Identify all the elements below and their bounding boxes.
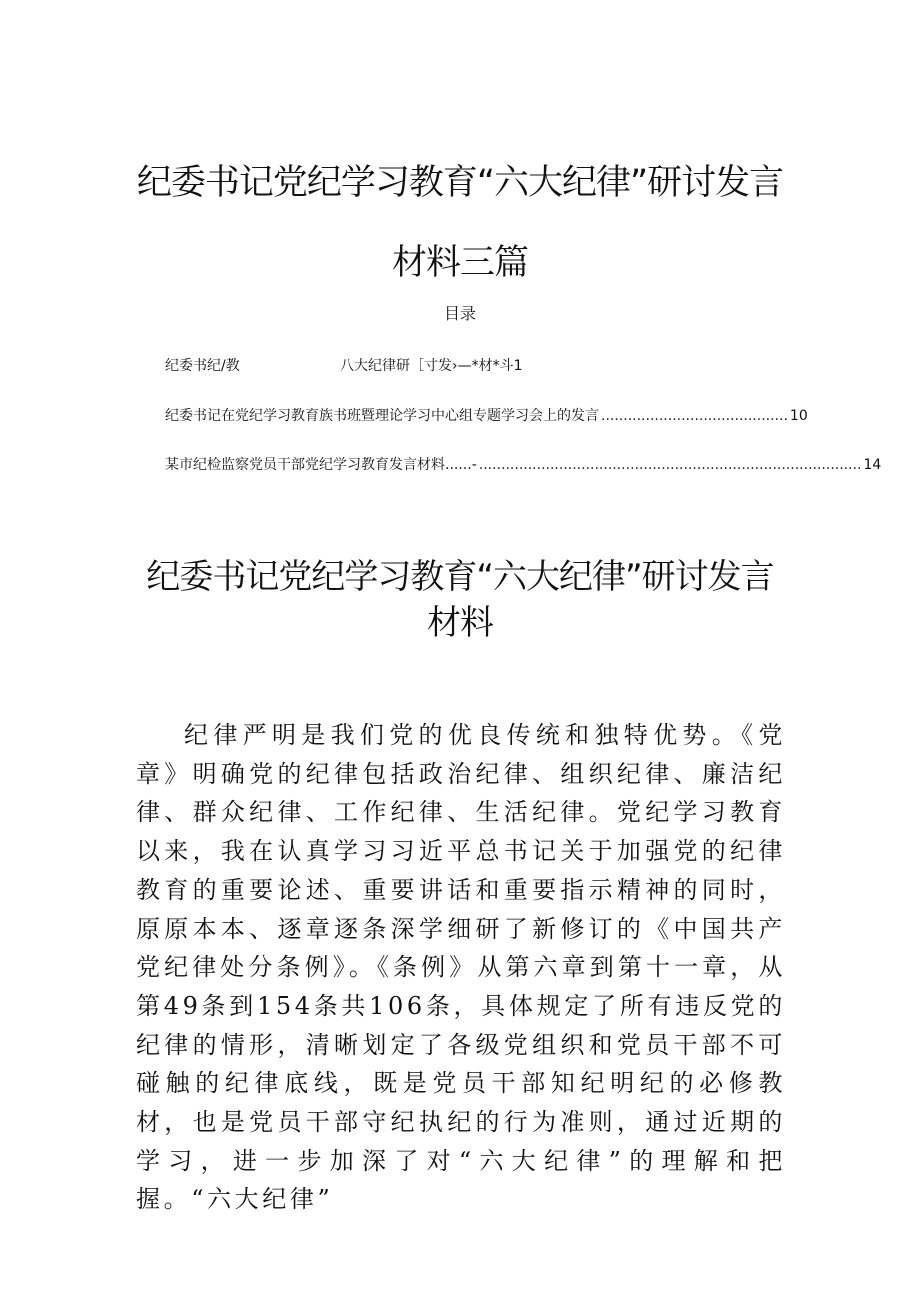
- toc-entry-1-left[interactable]: 纪委书纪/教: [165, 358, 240, 374]
- main-title-line-2: 材料三篇: [391, 243, 528, 283]
- toc-page-number: 14: [863, 457, 882, 473]
- toc-leader-dots: ..........................................: [601, 408, 788, 424]
- section-title-line-1: 纪委书记党纪学习教育“六大纪律”研讨发言: [146, 557, 774, 597]
- body-paragraph: 纪律严明是我们党的优良传统和独特优势。《党章》明确党的纪律包括政治纪律、组织纪律、廉洁纪律、群众纪律、工作纪律、生活纪律。党纪学习教育以来，我在认真学习习近平总书记关于加强党的纪律教育的重要论述、重要讲话和重要指示精神的同时，原原本本、逐章逐条深学细研了新修订的《中国共产党纪律处分条例》。《条例》从第六章到第十一章，从第49条到154条共106条，具体规定了所有违反党的纪律的情形，清晰划定了各级党组织和党员干部不可碰触的纪律底线，既是党员干部知纪明纪的必修教材，也是党员干部守纪执纪的行为准则，通过近期的学习，进一步加深了对“六大纪律”的理解和把握。“六大纪律”: [136, 721, 786, 1214]
- main-title-line-1: 纪委书记党纪学习教育“六大纪律”研讨发言: [136, 163, 784, 203]
- toc-entry-text: 纪委书记在党纪学习教育族书班暨理论学习中心组专题学习会上的发言: [165, 408, 599, 424]
- toc-entry-text: 某市纪检监察党员干部党纪学习教育发言材料......-: [165, 457, 477, 473]
- toc-entry-1-right[interactable]: 八大纪律研［寸发›—*材*斗1: [340, 358, 523, 374]
- toc-entry-3[interactable]: [165, 455, 882, 475]
- toc-entry-2[interactable]: [165, 406, 808, 426]
- section-title-line-2: 材料: [427, 603, 493, 643]
- toc-heading: 目录: [443, 304, 476, 323]
- toc-page-number: 10: [789, 408, 808, 424]
- toc-leader-dots: ......................................................................................: [478, 457, 862, 473]
